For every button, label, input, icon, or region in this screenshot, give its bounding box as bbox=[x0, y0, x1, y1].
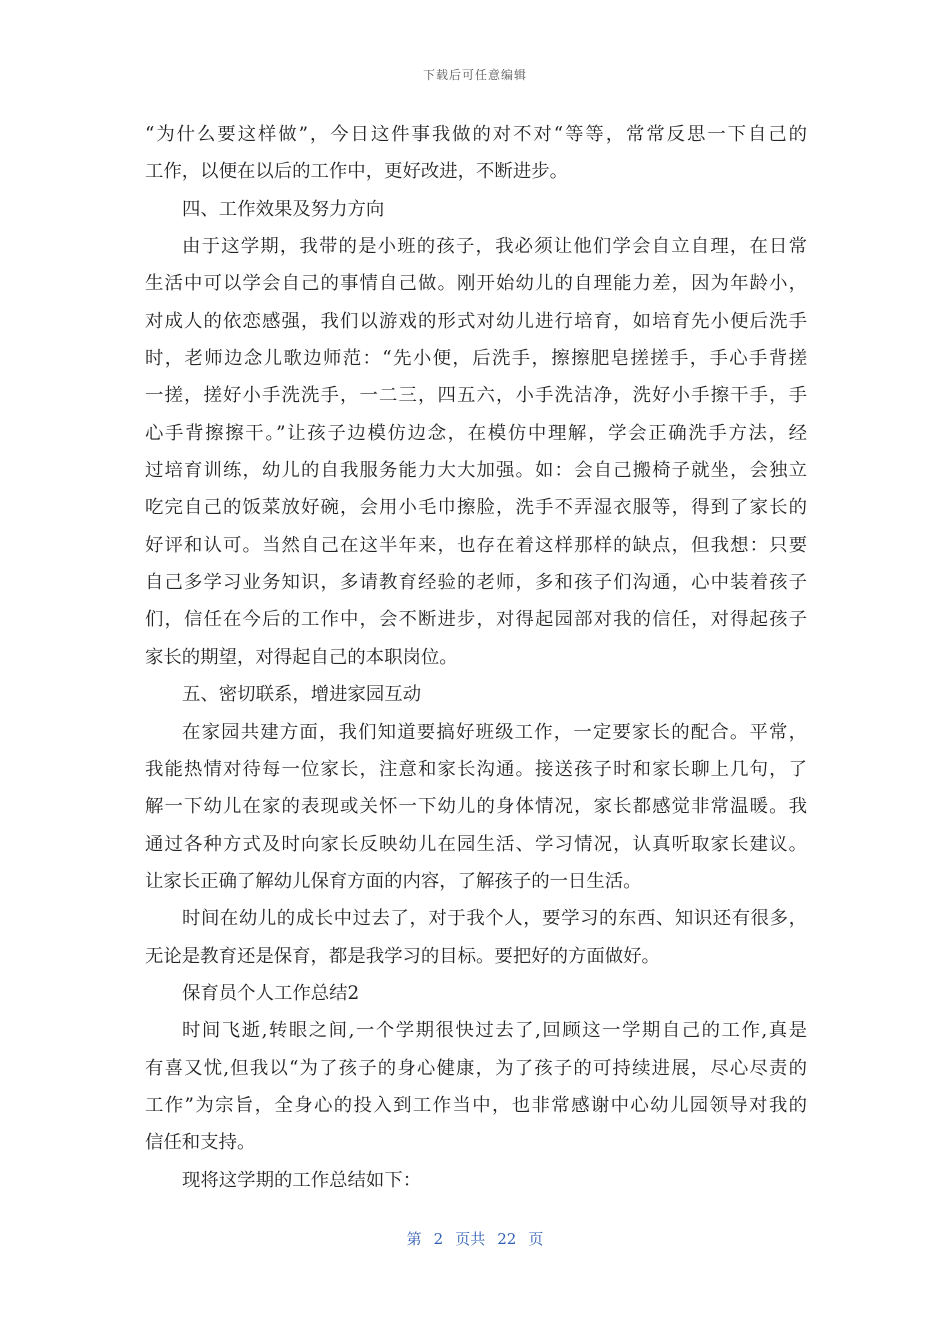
body-line: 吃完自己的饭菜放好碗，会用小毛巾擦脸，洗手不弄湿衣服等，得到了家长的 bbox=[145, 497, 807, 519]
page-footer bbox=[0, 1228, 950, 1249]
body-line: 时间飞逝,转眼之间,一个学期很快过去了,回顾这一学期自己的工作,真是 bbox=[182, 1020, 807, 1042]
body-line: 一搓，搓好小手洗洗手，一二三，四五六，小手洗洁净，洗好小手擦干手，手 bbox=[145, 385, 807, 407]
section-heading: 保育员个人工作总结2 bbox=[182, 982, 360, 1004]
body-line: 我能热情对待每一位家长，注意和家长沟通。接送孩子时和家长聊上几句，了 bbox=[145, 758, 807, 780]
body-line: 通过各种方式及时向家长反映幼儿在园生活、学习情况，认真听取家长建议。 bbox=[145, 833, 807, 855]
section-heading: 四、工作效果及努力方向 bbox=[182, 198, 385, 220]
section-heading: 五、密切联系，增进家园互动 bbox=[182, 684, 422, 706]
body-line: “为什么要这样做”，今日这件事我做的对不对“等等，常常反思一下自己的 bbox=[145, 124, 807, 145]
footer-label-pages: 页 bbox=[528, 1230, 544, 1248]
body-line: 时，老师边念儿歌边师范：“先小便，后洗手，擦擦肥皂搓搓手，手心手背搓 bbox=[145, 348, 807, 370]
footer-total-pages: 22 bbox=[497, 1230, 517, 1248]
body-line: 好评和认可。当然自己在这半年来，也存在着这样那样的缺点，但我想：只要 bbox=[145, 534, 807, 556]
body-line: 信任和支持。 bbox=[145, 1132, 256, 1154]
body-line: 过培育训练，幼儿的自我服务能力大大加强。如：会自己搬椅子就坐，会独立 bbox=[145, 460, 807, 482]
body-line: 解一下幼儿在家的表现或关怀一下幼儿的身体情况，家长都感觉非常温暖。我 bbox=[145, 796, 807, 818]
footer-label-page: 第 bbox=[406, 1230, 422, 1248]
footer-page-number: 2 bbox=[433, 1230, 444, 1248]
body-line: 自己多学习业务知识，多请教育经验的老师，多和孩子们沟通，心中装着孩子 bbox=[145, 572, 807, 594]
body-line: 家长的期望，对得起自己的本职岗位。 bbox=[145, 646, 458, 668]
body-line: 心手背擦擦干。”让孩子边模仿边念，在模仿中理解，学会正确洗手方法，经 bbox=[145, 422, 807, 444]
body-line: 们，信任在今后的工作中，会不断进步，对得起园部对我的信任，对得起孩子 bbox=[145, 609, 807, 631]
page-header: 下载后可任意编辑 bbox=[422, 68, 527, 82]
body-line: 在家园共建方面，我们知道要搞好班级工作，一定要家长的配合。平常， bbox=[182, 721, 807, 743]
body-line: 有喜又忧,但我以“为了孩子的身心健康，为了孩子的可持续进展，尽心尽责的 bbox=[145, 1057, 807, 1079]
body-line: 由于这学期，我带的是小班的孩子，我必须让他们学会自立自理，在日常 bbox=[182, 236, 807, 258]
body-line: 对成人的依恋感强，我们以游戏的形式对幼儿进行培育，如培育先小便后洗手 bbox=[145, 310, 807, 332]
body-line: 生活中可以学会自己的事情自己做。刚开始幼儿的自理能力差，因为年龄小， bbox=[145, 273, 807, 295]
body-line: 时间在幼儿的成长中过去了，对于我个人，要学习的东西、知识还有很多， bbox=[182, 908, 807, 930]
body-line: 让家长正确了解幼儿保育方面的内容，了解孩子的一日生活。 bbox=[145, 870, 642, 892]
document-body bbox=[145, 116, 807, 1199]
body-line: 无论是教育还是保育，都是我学习的目标。要把好的方面做好。 bbox=[145, 945, 660, 967]
body-line: 现将这学期的工作总结如下： bbox=[182, 1169, 422, 1191]
body-line: 工作”为宗旨，全身心的投入到工作当中，也非常感谢中心幼儿园领导对我的 bbox=[145, 1094, 807, 1116]
footer-label-page-of: 页共 bbox=[455, 1230, 486, 1248]
body-line: 工作，以便在以后的工作中，更好改进，不断进步。 bbox=[145, 161, 568, 183]
